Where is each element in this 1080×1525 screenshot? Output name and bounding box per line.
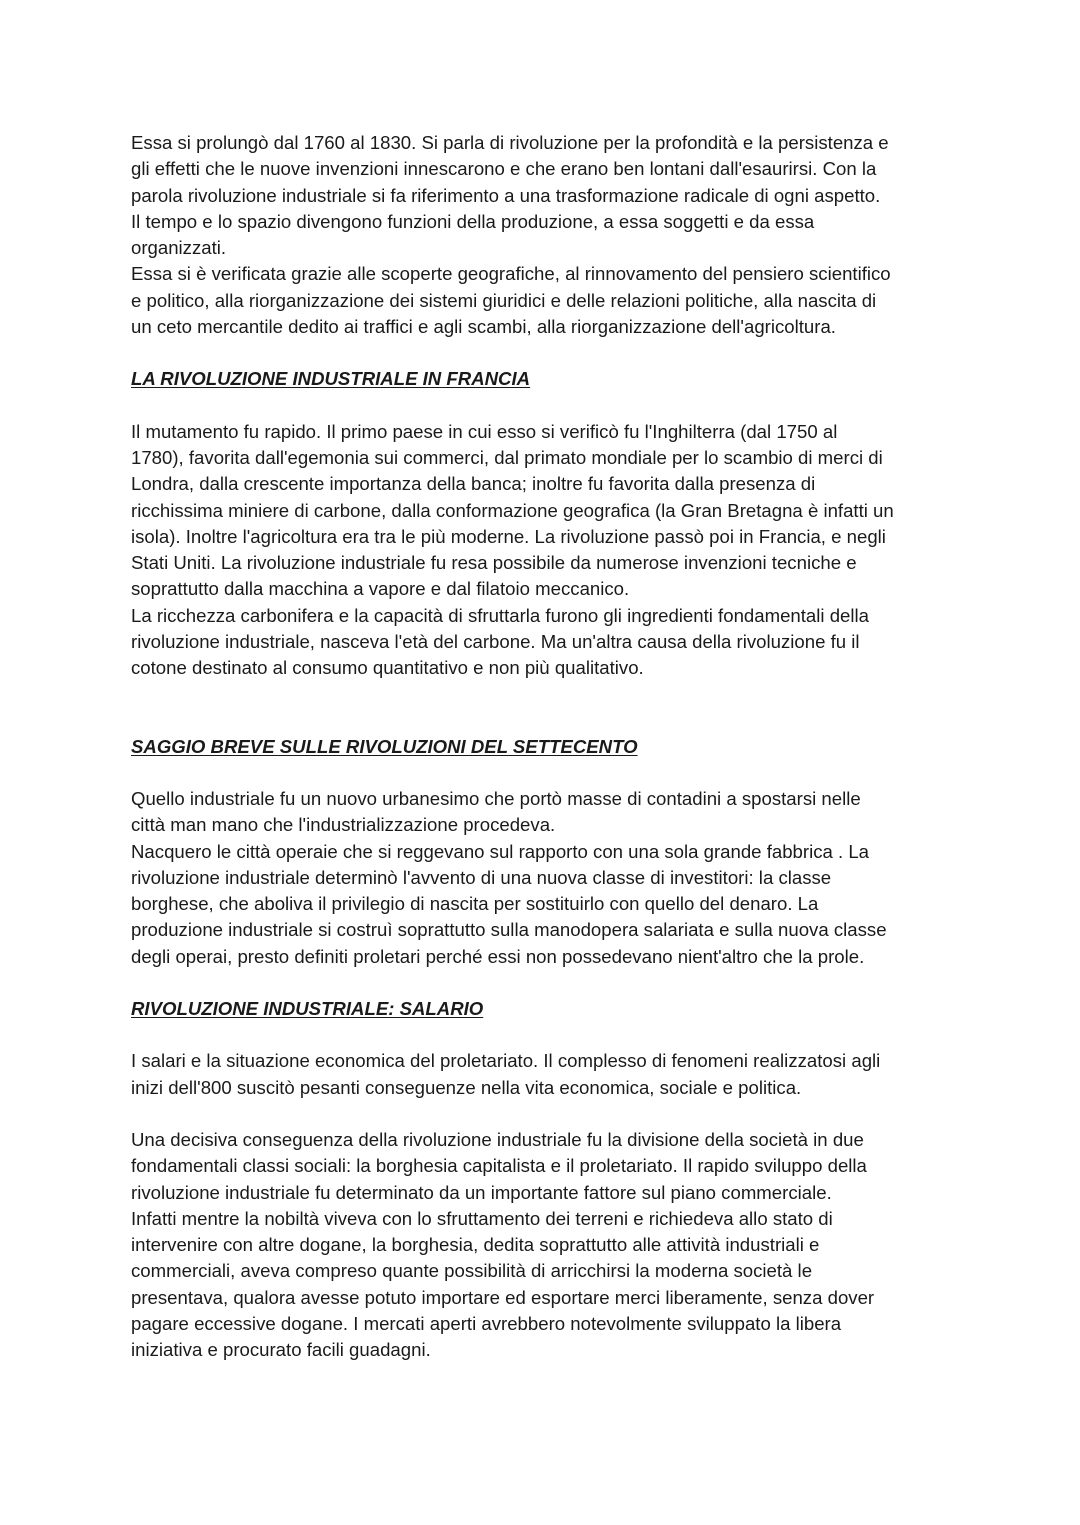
spacer xyxy=(131,340,961,366)
francia-paragraph-2: La ricchezza carbonifera e la capacità di sfruttarla furono gli ingredienti fondamentali della rivoluzione industriale, nasceva l'età del carbone. Ma un'altra causa della rivoluzione fu il cotone destinato al consumo quantitativo e non più qualitativo. xyxy=(131,604,869,679)
spacer xyxy=(131,682,961,734)
intro-paragraph-2: Essa si è verificata grazie alle scoperte geografiche, al rinnovamento del pensiero scientifico e politico, alla riorganizzazione dei sistemi giuridici e delle relazioni politiche, alla nascita di un ceto mercantile dedito ai traffici e agli scambi, alla riorganizzazione dell'agricoltura. xyxy=(131,263,891,338)
salario-paragraph-2: Una decisiva conseguenza della rivoluzione industriale fu la divisione della società in due fondamentali classi sociali: la borghesia capitalista e il proletariato. Il rapido sviluppo della rivoluzione industriale fu determinato da un importante fattore sul piano commerciale. Infatti mentre la nobiltà viveva con lo sfruttamento dei terreni e richiedeva allo stato di intervenire con altre dogane, la borghesia, dedita soprattutto alle attività industriali e commerciali, aveva compreso quante possibilità di arricchirsi la moderna società le presentava, qualora avesse potuto importare ed esportare merci liberamente, senza dover pagare eccessive dogane. I mercati aperti avrebbero notevolmente sviluppato la libera iniziativa e procurato facili guadagni. xyxy=(131,1128,875,1361)
spacer xyxy=(131,970,961,996)
section-heading-francia: LA RIVOLUZIONE INDUSTRIALE IN FRANCIA xyxy=(131,368,531,390)
spacer xyxy=(131,1022,961,1048)
spacer xyxy=(131,393,961,419)
saggio-paragraph-2: Nacquero le città operaie che si reggevano sul rapporto con una sola grande fabbrica . La rivoluzione industriale determinò l'avvento di una nuova classe di investitori: la classe borghese, che aboliva il privilegio di nascita per sostituirlo con quello del denaro. La produzione industriale si costruì soprattutto sulla manodopera salariata e sulla nuova classe degli operai, presto definiti proletari perché essi non possedevano nient'altro che la prole. xyxy=(131,840,887,967)
section-heading-saggio: SAGGIO BREVE SULLE RIVOLUZIONI DEL SETTECENTO xyxy=(131,735,638,757)
spacer xyxy=(131,760,961,786)
spacer xyxy=(131,1101,961,1127)
salario-paragraph-1: I salari e la situazione economica del proletariato. Il complesso di fenomeni realizzatosi agli inizi dell'800 suscitò pesanti conseguenze nella vita economica, sociale e politica. xyxy=(131,1050,881,1098)
document-body xyxy=(131,130,961,1364)
saggio-paragraph-1: Quello industriale fu un nuovo urbanesimo che portò masse di contadini a spostarsi nelle città man mano che l'industrializzazione procedeva. xyxy=(131,787,861,836)
francia-paragraph-1: Il mutamento fu rapido. Il primo paese in cui esso si verificò fu l'Inghilterra (dal 1750 al 1780), favorita dall'egemonia sui commerci, dal primato mondiale per lo scambio di merci di Londra, dalla crescente importanza della banca; inoltre fu favorita dalla presenza di ricchissima miniere di carbone, dalla conformazione geografica (la Gran Bretagna è infatti un isola). Inoltre l'agricoltura era tra le più moderne. La rivoluzione passò poi in Francia, e negli Stati Uniti. La rivoluzione industriale fu resa possibile da numerose invenzioni tecniche e soprattutto dalla macchina a vapore e dal filatoio meccanico. xyxy=(131,420,894,600)
intro-paragraph-1: Essa si prolungò dal 1760 al 1830. Si parla di rivoluzione per la profondità e la persistenza e gli effetti che le nuove invenzioni innescarono e che erano ben lontani dall'esaurirsi. Con la parola rivoluzione industriale si fa riferimento a una trasformazione radicale di ogni aspetto. Il tempo e lo spazio divengono funzioni della produzione, a essa soggetti e da essa organizzati. xyxy=(131,132,889,259)
section-heading-salario: RIVOLUZIONE INDUSTRIALE: SALARIO xyxy=(131,998,484,1020)
